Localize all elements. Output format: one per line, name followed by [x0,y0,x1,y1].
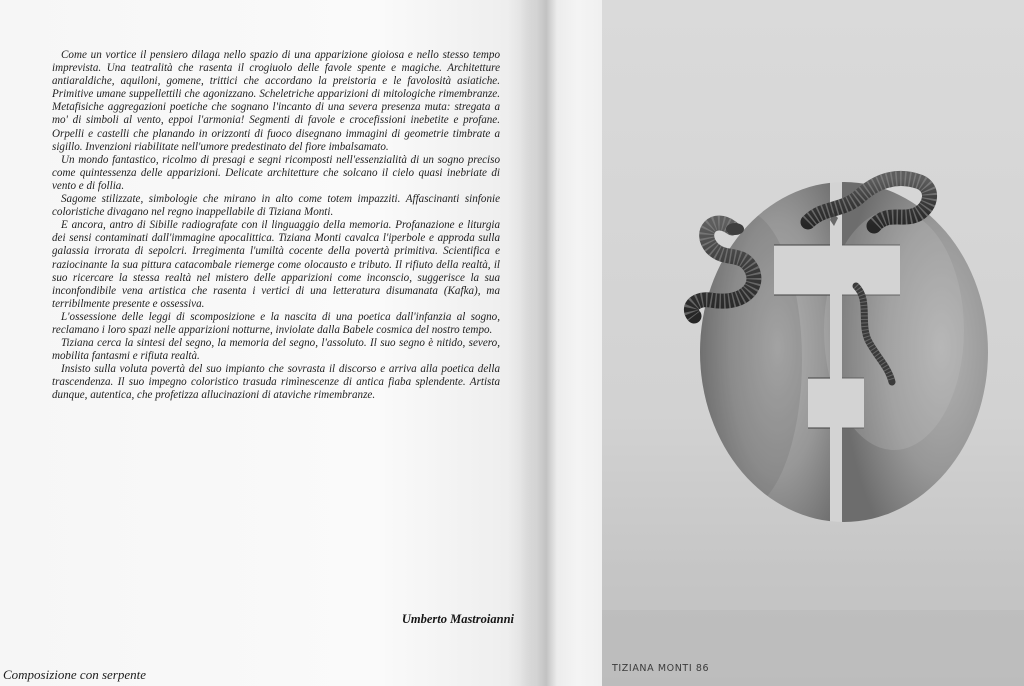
essay-paragraph-6: Tiziana cerca la sintesi del segno, la memoria del segno, l'assoluto. Il suo segno è nitido, severo, mobilita fantasmi e rifiuta realtà. [52,337,500,363]
painting-illustration [602,0,1024,686]
essay-paragraph-2: Un mondo fantastico, ricolmo di presagi e segni ricomposti nell'essenzialità di un sogno preciso come quintessenza delle apparizioni. Delicate architetture che solcano il cielo quasi inebriate di vento e di follia. [52,153,500,192]
artwork-caption: Composizione con serpente [3,667,146,682]
essay-paragraph-1: Come un vortice il pensiero dilaga nello spazio di una apparizione gioiosa e nello stesso tempo imprevista. Una teatralità che rasenta il crogiuolo delle favole spente e magiche. Architetture antiaraldiche, aquiloni, gomene, trittici che accordano la preistoria e le favolosità asiatiche. Primitive umane suppellettili che agonizzano. Scheletriche apparizioni di mitologiche rimembranze. Metafisiche aggregazioni poetiche che sognano l'incanto di una severa presenza muta: stregata a mo' di simboli al vento, eppoi l'armonia! Segmenti di favole e crocefissioni inebetite e profane. Orpelli e castelli che planando in orizzonti di fuoco disegnano immagini di geometrie timbrate a sigillo. Invenzioni riabilitate nell'umore predestinato del fiore imbalsamato. [52,49,500,153]
essay-paragraph-7: Insisto sulla voluta povertà del suo impianto che sovrasta il discorso e arriva alla poetica della trascendenza. Il suo impegno coloristico trasuda rimìnescenze di antica fiaba splendente. Artista dunque, autentica, che profetizza allucinazioni di ataviche rimembranze. [52,363,500,402]
author-signature: Umberto Mastroianni [401,612,514,626]
book-gutter [520,0,602,686]
essay-text [52,49,500,403]
essay-paragraph-4: E ancora, antro di Sibille radiografate con il linguaggio della memoria. Profanazione e liturgia dei sensi contaminati dall'immagine apocalittica. Tiziana Monti cavalca l'iperbole e approda sulla galassia irrorata di sepolcri. Irregimenta l'umiltà cocente della povertà primitiva. Scientifica e raziocinante la sua pittura catacombale riemerge come olocausto e tributo. Il rifiuto della realtà, il suo ricercare la stessa realtà nel mistero delle apparizioni come inconscio, suggerisce la sua inconfondibile vena artistica che rasenta i vertici di una letteratura disumanata (Kafka), ma terribilmente presente e ossessiva. [52,219,500,310]
essay-paragraph-3: Sagome stilizzate, simbologie che mirano in alto come totem impazziti. Affascinanti sinfonie coloristiche divagano nel regno inappellabile di Tiziana Monti. [52,193,500,219]
essay-paragraph-5: L'ossessione delle leggi di scomposizione e la nascita di una poetica dall'infanzia al sogno, reclamano i loro spazi nelle apparizioni notturne, inviolate dalla Babele cosmica del nostro tempo. [52,310,500,336]
right-page [602,0,1024,686]
artist-signature: TIZIANA MONTI 86 [612,663,710,674]
